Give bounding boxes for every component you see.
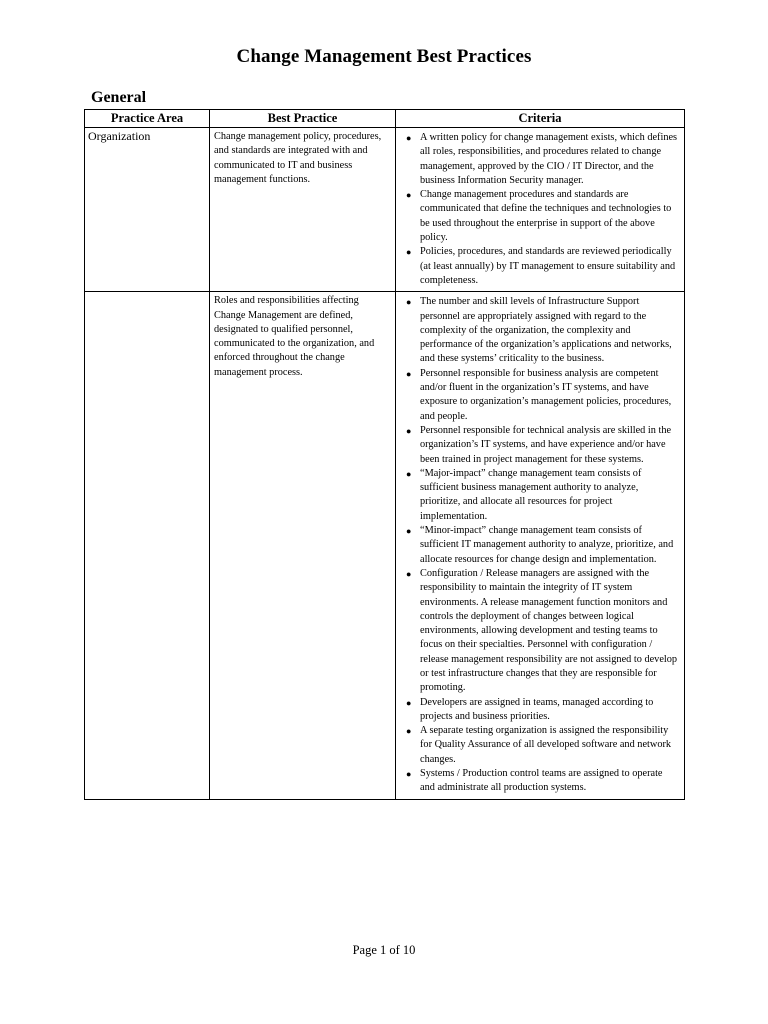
document-title: Change Management Best Practices: [236, 46, 532, 67]
practice-area-cell-empty: [85, 292, 210, 799]
bullet-icon: ●: [406, 425, 412, 436]
table-header-row: [85, 110, 685, 128]
criteria-item: ● Policies, procedures, and standards are reviewed periodically (at least annually) by IT management to ensure suitability and completeness.: [406, 246, 676, 286]
bullet-icon: ●: [406, 769, 412, 780]
bullet-icon: ●: [406, 568, 412, 579]
criteria-item: ● Systems / Production control teams are assigned to operate and administrate all production systems.: [406, 768, 663, 794]
criteria-item: ● A separate testing organization is assigned the responsibility for Quality Assurance of all developed software and network changes.: [406, 725, 672, 765]
table-row: [85, 292, 685, 799]
practice-area-cell: Organization: [85, 128, 210, 292]
header-practice-area: Practice Area: [85, 110, 210, 128]
criteria-item: ● “Major-impact” change management team consists of sufficient business management authority to analyze, prioritize, and allocate all resources for project implementation.: [406, 467, 642, 522]
criteria-item: ● A written policy for change management exists, which defines all roles, responsibilities, and procedures related to change management, approved by the CIO / IT Director, and the business Information Security manager.: [406, 132, 678, 186]
criteria-item: ● Personnel responsible for technical analysis are skilled in the organization’s IT systems, and have experience and/or have been trained in project management for these systems.: [406, 424, 672, 465]
bullet-icon: ●: [406, 133, 412, 143]
best-practice-cell: Roles and responsibilities affecting Change Management are defined, designated to qualified personnel, communicated to the organization, and enforced throughout the change management process.: [210, 292, 396, 799]
table-row: [85, 128, 685, 292]
criteria-item: ● “Minor-impact” change management team consists of sufficient IT management authority to analyze, prioritize, and allocate resources for change design and implementation.: [406, 525, 674, 565]
bullet-icon: ●: [406, 297, 412, 308]
section-heading: General: [91, 89, 147, 106]
bullet-icon: ●: [406, 247, 412, 258]
bullet-icon: ●: [406, 726, 412, 737]
header-criteria: Criteria: [396, 110, 685, 128]
bullet-icon: ●: [406, 368, 412, 379]
bullet-icon: ●: [406, 190, 412, 201]
criteria-cell: [396, 292, 685, 799]
best-practices-table: [84, 109, 685, 800]
criteria-item: ● Change management procedures and standards are communicated that define the techniques and technologies to be used throughout the enterprise in support of the above policy.: [406, 189, 672, 244]
criteria-item: ● Personnel responsible for business analysis are competent and/or fluent in the organization’s IT systems, and have exposure to organization’s management policies, procedures, and people.: [406, 367, 672, 422]
bullet-icon: ●: [406, 526, 412, 537]
criteria-cell: [396, 128, 685, 292]
bullet-icon: ●: [406, 697, 412, 708]
criteria-item: ● The number and skill levels of Infrastructure Support personnel are appropriately assigned with regard to the complexity of the organization, the complexity and performance of the organization’s applications and networks, and these systems’ criticality to the business.: [406, 296, 672, 365]
criteria-list: [397, 293, 683, 797]
page-number: Page 1 of 10: [352, 943, 416, 957]
bullet-icon: ●: [406, 468, 412, 479]
criteria-list: [397, 129, 683, 290]
header-best-practice: Best Practice: [210, 110, 396, 128]
criteria-item: ● Configuration / Release managers are assigned with the responsibility to maintain the integrity of IT system environments. A release management function monitors and controls the deployment of changes between logical environments, allowing development and testing teams to focus on their specialties. Personnel with configuration / release management responsibility are not assigned to develop or test infrastructure changes that they are responsible for promoting.: [406, 567, 678, 694]
criteria-item: ● Developers are assigned in teams, managed according to projects and business priorities.: [406, 696, 654, 722]
best-practice-cell: Change management policy, procedures, and standards are integrated with and communicated to IT and business management functions.: [210, 128, 396, 292]
